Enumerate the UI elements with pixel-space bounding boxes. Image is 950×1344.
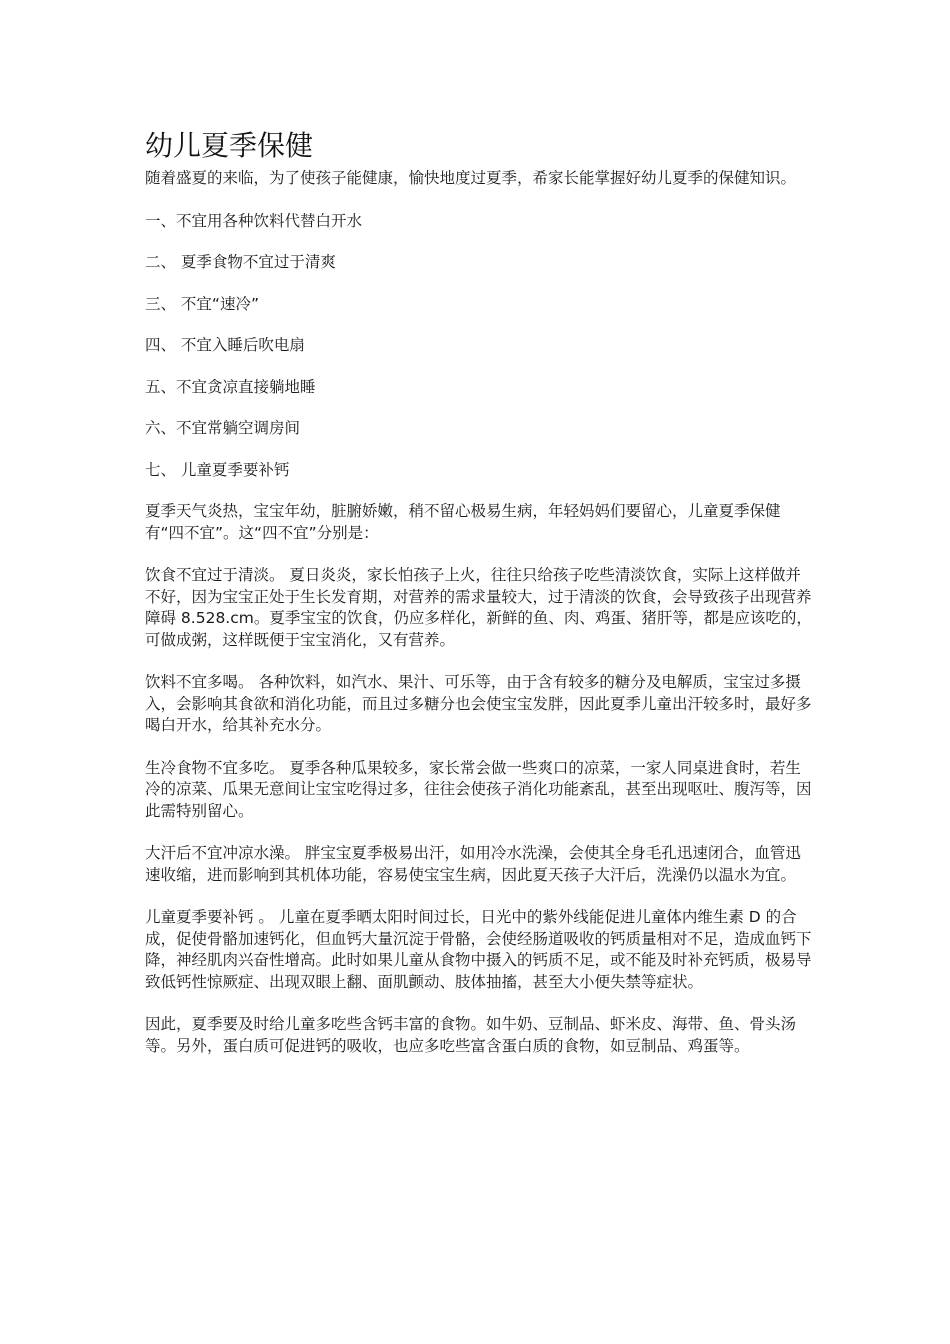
body-paragraph: 大汗后不宜冲凉水澡。 胖宝宝夏季极易出汗，如用冷水洗澡，会使其全身毛孔迅速闭合，血管迅速收缩，进而影响到其机体功能，容易使宝宝生病，因此夏天孩子大汗后，洗澡仍以温水为宜。 [145,844,801,884]
list-item: 七、 儿童夏季要补钙 [145,460,290,479]
body-paragraph: 生冷食物不宜多吃。 夏季各种瓜果较多，家长常会做一些爽口的凉菜，一家人同桌进食时，若生冷的凉菜、瓜果无意间让宝宝吃得过多，往往会使孩子消化功能紊乱，甚至出现呕吐、腹泻等，因此需特别留心。 [145,758,812,820]
list-item: 一、不宜用各种饮料代替白开水 [145,211,363,230]
body-paragraph: 因此，夏季要及时给儿童多吃些含钙丰富的食物。如牛奶、豆制品、虾米皮、海带、鱼、骨头汤等。另外，蛋白质可促进钙的吸收，也应多吃些富含蛋白质的食物，如豆制品、鸡蛋等。 [145,1015,797,1055]
body-paragraph: 饮料不宜多喝。 各种饮料，如汽水、果汁、可乐等，由于含有较多的糖分及电解质，宝宝过多摄入，会影响其食欲和消化功能，而且过多糖分也会使宝宝发胖，因此夏季儿童出汗较多时，最好多喝白开水，给其补充水分。 [145,673,812,734]
list-item: 六、不宜常躺空调房间 [145,419,301,437]
document-page [145,128,813,1078]
list-item: 二、 夏季食物不宜过于清爽 [145,253,336,271]
body-paragraph: 夏季天气炎热，宝宝年幼，脏腑娇嫩，稍不留心极易生病，年轻妈妈们要留心，儿童夏季保健有“四不宜”。这“四不宜”分别是： [145,502,781,542]
list-item: 三、 不宜“速冷” [145,294,259,313]
list-item: 四、 不宜入睡后吹电扇 [145,336,305,354]
intro-paragraph: 随着盛夏的来临，为了使孩子能健康，愉快地度过夏季，希家长能掌握好幼儿夏季的保健知识。 [145,169,797,187]
list-item: 五、不宜贪凉直接躺地睡 [145,377,316,396]
document-title: 幼儿夏季保健 [145,129,314,162]
body-paragraph: 儿童夏季要补钙 。 儿童在夏季晒太阳时间过长，日光中的紫外线能促进儿童体内维生素 D 的合成，促使骨骼加速钙化，但血钙大量沉淀于骨骼，会使经肠道吸收的钙质量相对不足，造成血钙下降，神经肌肉兴奋性增高。此时如果儿童从食物中摄入的钙质不足，或不能及时补充钙质，极易导致低钙性惊厥症、出现双眼上翻、面肌颤动、肢体抽搐，甚至大小便失禁等症状。 [145,908,812,991]
body-paragraph: 饮食不宜过于清淡。 夏日炎炎，家长怕孩子上火，往往只给孩子吃些清淡饮食，实际上这样做并不好，因为宝宝正处于生长发育期，对营养的需求量较大，过于清淡的饮食，会导致孩子出现营养障碍 8.528.cm。夏季宝宝的饮食，仍应多样化，新鲜的鱼、肉、鸡蛋、猪肝等，都是应该吃的，可做成粥，这样既便于宝宝消化，又有营养。 [145,566,812,649]
